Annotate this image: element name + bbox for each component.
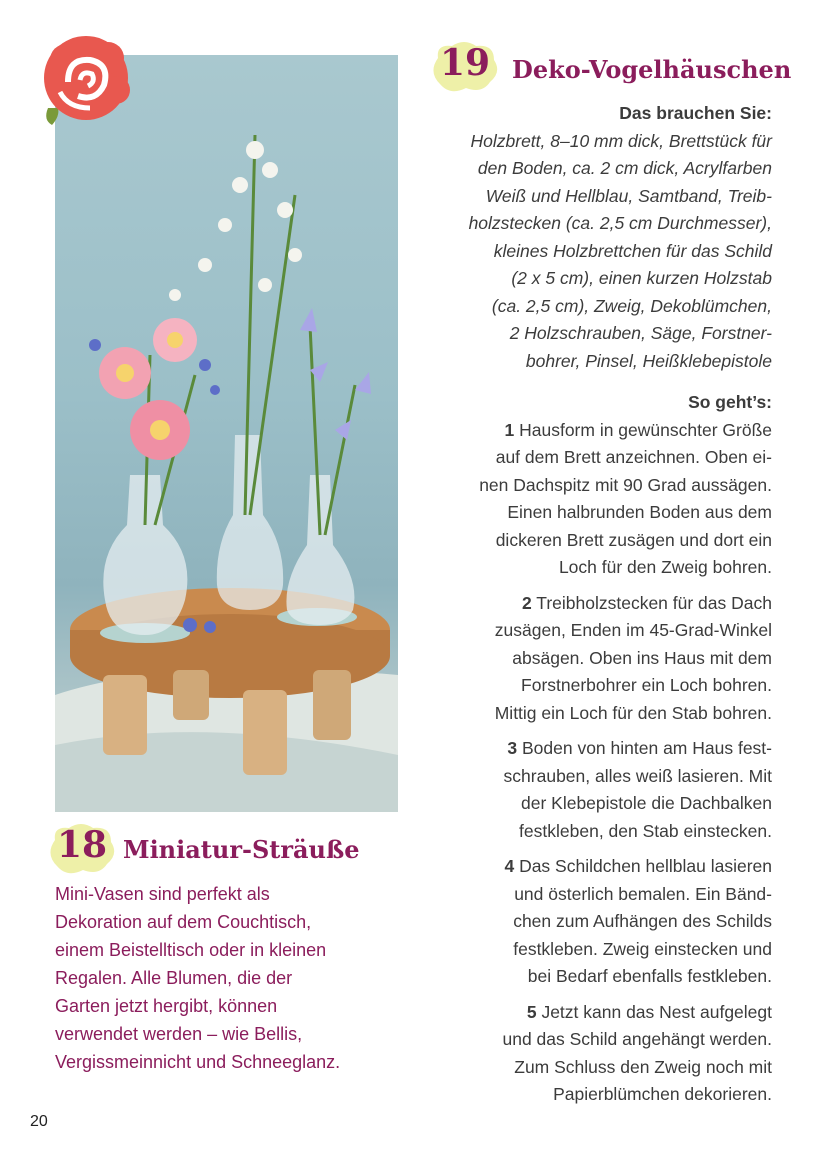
photo-illustration — [55, 55, 398, 812]
step-number: 2 — [522, 592, 532, 613]
step-line: absägen. Oben ins Haus mit dem — [512, 647, 772, 668]
step-line: bei Bedarf ebenfalls festkleben. — [527, 966, 772, 986]
body-line: Regalen. Alle Blumen, die der — [55, 968, 293, 988]
body-line: Mini-Vasen sind perfekt als — [55, 884, 270, 904]
step-line: zusägen, Enden im 45-Grad-Winkel — [494, 620, 772, 640]
step-line: Loch für den Zweig bohren. — [558, 557, 772, 577]
step-line: Einen halbrunden Boden aus dem — [507, 502, 772, 522]
steps-heading: So geht’s: — [688, 392, 772, 412]
step-number: 5 — [526, 1001, 537, 1022]
section-18-body — [55, 880, 400, 1076]
step-line: Mittig ein Loch für den Stab bohren. — [494, 702, 772, 723]
body-line: verwendet werden – wie Bellis, — [55, 1024, 303, 1044]
body-line: einem Beistelltisch oder in kleinen — [55, 940, 327, 960]
section-19-number: 19 — [439, 42, 491, 84]
step-number: 3 — [507, 738, 518, 758]
step-line: Forstnerbohrer ein Loch bohren. — [521, 675, 772, 695]
section-18-number: 18 — [56, 824, 108, 866]
materials-line: bohrer, Pinsel, Heißklebepistole — [525, 350, 772, 371]
materials-line: (2 x 5 cm), einen kurzen Holzstab — [511, 268, 772, 288]
section-18-title: Miniatur-Sträuße — [123, 835, 360, 864]
step-line: Papierblümchen dekorieren. — [553, 1084, 772, 1104]
section-18-badge — [47, 820, 117, 876]
materials-line: Holzbrett, 8–10 mm dick, Brettstück für — [470, 130, 772, 151]
section-19-badge — [430, 38, 500, 94]
step-line: nen Dachspitz mit 90 Grad aussägen. — [479, 474, 772, 495]
step-line: und österlich bemalen. Ein Bänd- — [514, 883, 772, 904]
materials-line: den Boden, ca. 2 cm dick, Acrylfarben — [477, 158, 772, 178]
body-line: Dekoration auf dem Couchtisch, — [55, 912, 312, 932]
step-3 — [425, 735, 772, 845]
step-2 — [425, 590, 772, 728]
page-number: 20 — [30, 1113, 48, 1130]
step-line: auf dem Brett anzeichnen. Oben ei- — [495, 447, 772, 467]
materials-line: holzstecken (ca. 2,5 cm Durchmesser), — [468, 213, 772, 233]
section-19-content — [425, 100, 772, 1109]
materials-line: 2 Holzschrauben, Säge, Forstner- — [509, 323, 772, 343]
step-line: schrauben, alles weiß lasieren. Mit — [503, 765, 772, 786]
materials-heading: Das brauchen Sie: — [619, 103, 772, 123]
materials-line: kleines Holzbrettchen für das Schild — [493, 240, 772, 261]
step-line: Treibholzstecken für das Dach — [536, 592, 772, 613]
body-line: Vergissmeinnicht und Schneeglanz. — [55, 1052, 341, 1072]
materials-list — [425, 128, 772, 376]
step-number: 1 — [504, 419, 515, 440]
step-line: festkleben, den Stab einstecken. — [519, 820, 772, 841]
step-1 — [425, 417, 772, 582]
materials-line: Weiß und Hellblau, Samtband, Treib- — [485, 185, 772, 206]
step-line: Boden von hinten am Haus fest- — [521, 738, 772, 758]
body-line: Garten jetzt hergibt, können — [55, 996, 278, 1016]
step-line: chen zum Aufhängen des Schilds — [513, 911, 772, 931]
step-line: Jetzt kann das Nest aufgelegt — [541, 1001, 772, 1022]
step-number: 4 — [504, 856, 515, 876]
step-line: dickeren Brett zusägen und dort ein — [495, 529, 772, 550]
step-line: der Klebepistole die Dachbalken — [521, 793, 772, 813]
materials-line: (ca. 2,5 cm), Zweig, Dekoblümchen, — [491, 295, 772, 316]
rose-decoration-icon — [38, 30, 130, 130]
section-19-title: Deko-Vogelhäuschen — [512, 55, 792, 84]
step-5 — [425, 999, 772, 1109]
step-line: und das Schild angehängt werden. — [502, 1029, 772, 1049]
step-line: festkleben. Zweig einstecken und — [513, 938, 772, 959]
step-line: Hausform in gewünschter Größe — [519, 419, 772, 440]
step-line: Zum Schluss den Zweig noch mit — [514, 1056, 772, 1077]
step-4 — [425, 853, 772, 991]
flower-vases-photo — [55, 55, 398, 812]
step-line: Das Schildchen hellblau lasieren — [519, 856, 772, 876]
